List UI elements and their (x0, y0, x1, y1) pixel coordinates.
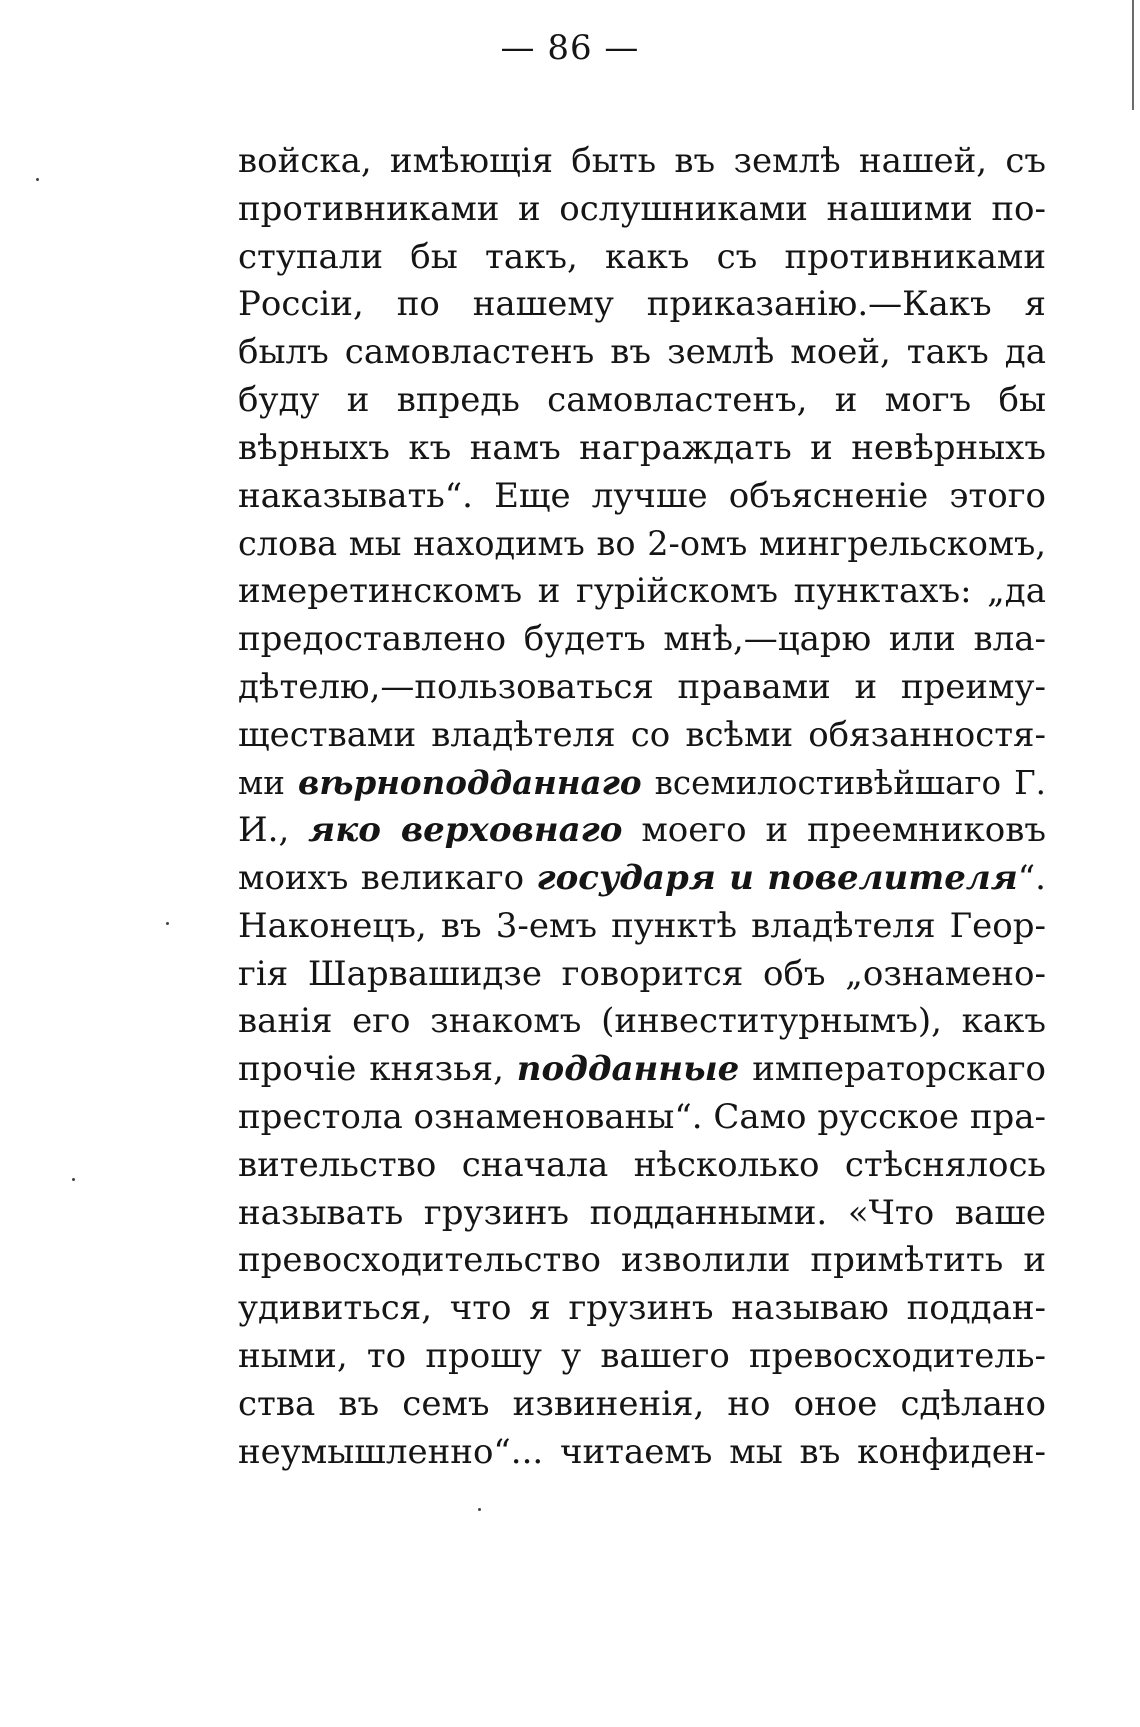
text-line (238, 664, 1046, 712)
text-line (238, 712, 1046, 760)
text-line (238, 1285, 1046, 1333)
text-line (238, 855, 1046, 903)
text-line (238, 951, 1046, 999)
italic-text-segment: вѣрноподданнаго (298, 763, 642, 803)
text-segment: всемилостивѣйшаго Г. (641, 764, 1046, 803)
italic-text-segment: яко верховнаго (308, 810, 623, 851)
text-line (238, 998, 1046, 1046)
text-line (238, 1381, 1046, 1429)
text-line (238, 1237, 1046, 1285)
text-line (238, 1142, 1046, 1190)
text-segment: ществами владѣтеля со всѣми обязанностя- (238, 714, 1046, 755)
text-segment: И., (238, 810, 309, 851)
text-line (238, 234, 1046, 282)
text-line (238, 616, 1046, 664)
text-segment: моего и преемниковъ (622, 810, 1047, 851)
text-segment: вѣрныхъ къ намъ награждать и невѣрныхъ (238, 427, 1046, 468)
text-segment: наказывать“. Еще лучше объясненіе этого (238, 475, 1046, 516)
text-line (238, 903, 1046, 951)
text-segment: императорскаго (739, 1049, 1047, 1090)
italic-text-segment: государя и повелителя (536, 857, 1018, 898)
text-line (238, 377, 1046, 425)
text-segment: имеретинскомъ и гурійскомъ пунктахъ: „да (238, 571, 1046, 612)
text-line (238, 1094, 1046, 1142)
scan-speck (478, 1508, 481, 1511)
text-segment: предоставлено будетъ мнѣ,—царю или вла- (238, 618, 1046, 659)
text-segment: неумышленно“... читаемъ мы въ конфиден- (238, 1431, 1046, 1472)
text-segment: ванія его знакомъ (инвеститурнымъ), какъ (238, 1001, 1046, 1042)
text-segment: Россіи, по нашему приказанію.—Какъ я (238, 284, 1046, 325)
text-line (238, 1429, 1046, 1477)
text-line (238, 759, 1046, 807)
text-line (238, 473, 1046, 521)
text-line (238, 281, 1046, 329)
text-line (238, 1190, 1046, 1238)
text-line (238, 186, 1046, 234)
text-line (238, 329, 1046, 377)
text-segment: былъ самовластенъ въ землѣ моей, такъ да (238, 332, 1046, 373)
body-text (238, 138, 1046, 1476)
text-segment: слова мы находимъ во 2-омъ мингрельскомъ, (238, 524, 1046, 564)
text-segment: удивиться, что я грузинъ называю поддан- (238, 1288, 1046, 1329)
text-segment: буду и впредь самовластенъ, и могъ бы (238, 379, 1046, 420)
text-segment: престола ознаменованы“. Само русское пра- (238, 1096, 1047, 1137)
text-line (238, 138, 1046, 186)
text-segment: вительство сначала нѣсколько стѣснялось (238, 1144, 1046, 1185)
text-segment: ми (238, 764, 299, 803)
scan-speck (72, 1178, 75, 1181)
text-segment: моихъ великаго (238, 857, 537, 898)
text-segment: противниками и ослушниками нашими по- (238, 188, 1046, 229)
text-segment: ства въ семъ извиненія, но оное сдѣлано (238, 1383, 1046, 1424)
scan-speck (36, 178, 39, 181)
text-line (238, 568, 1046, 616)
text-segment: дѣтелю,—пользоваться правами и преиму- (238, 666, 1046, 707)
italic-text-segment: подданные (516, 1049, 740, 1090)
text-segment: ступали бы такъ, какъ съ противниками (238, 236, 1046, 277)
text-line (238, 1046, 1046, 1094)
text-line (238, 425, 1046, 473)
text-segment: “. (1017, 857, 1046, 898)
text-segment: называть грузинъ подданными. «Что ваше (238, 1192, 1046, 1233)
text-segment: гія Шарвашидзе говорится объ „ознамено- (238, 953, 1046, 994)
page-number: — 86 — (500, 28, 640, 68)
text-segment: ными, то прошу у вашего превосходитель- (238, 1335, 1046, 1376)
scan-speck (166, 922, 169, 925)
text-segment: превосходительство изволили примѣтить и (238, 1240, 1046, 1281)
text-line (238, 520, 1046, 568)
text-line (238, 1333, 1046, 1381)
text-line (238, 807, 1046, 855)
text-segment: войска, имѣющія быть въ землѣ нашей, съ (238, 141, 1046, 181)
text-segment: Наконецъ, въ 3-емъ пунктѣ владѣтеля Геор- (238, 905, 1046, 946)
text-segment: прочіе князья, (238, 1049, 517, 1090)
